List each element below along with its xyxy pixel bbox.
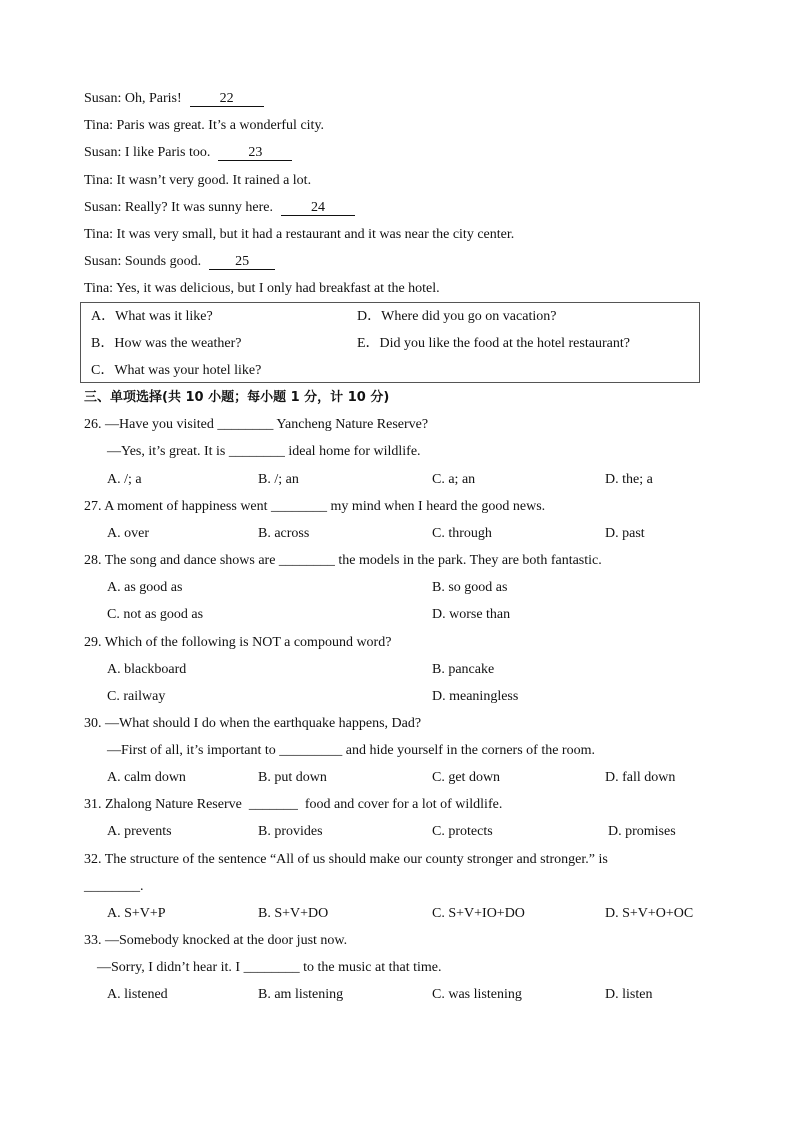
line-text: Susan: Sounds good. [84,254,202,269]
dialogue-line: Tina: It was very small, but it had a restaurant and it was near the city center. [84,227,515,242]
option[interactable]: D. the; a [605,472,653,487]
option[interactable]: B. so good as [432,580,508,595]
choice-d: D．Where did you go on vacation? [357,309,557,324]
choice-b: B．How was the weather? [91,336,242,351]
line-text: Susan: I like Paris too. [84,145,211,160]
line-text: Susan: Oh, Paris! [84,91,182,106]
question-33-line: —Sorry, I didn’t hear it. I ________ to the music at that time. [97,960,442,975]
dialogue-line [84,144,292,162]
option[interactable]: A. blackboard [107,662,187,677]
question-26-line: —Yes, it’s great. It is ________ ideal home for wildlife. [107,444,421,459]
question-33-stem: 33. —Somebody knocked at the door just now. [84,933,348,948]
blank-22[interactable]: 22 [190,91,264,107]
question-27-stem: 27. A moment of happiness went ________ my mind when I heard the good news. [84,499,546,514]
option[interactable]: C. not as good as [107,607,204,622]
question-29-stem: 29. Which of the following is NOT a compound word? [84,635,392,650]
option[interactable]: D. listen [605,987,653,1002]
dialogue-line: Tina: Paris was great. It’s a wonderful city. [84,118,325,133]
option[interactable]: C. was listening [432,987,522,1002]
option[interactable]: A. S+V+P [107,906,166,921]
option[interactable]: D. worse than [432,607,511,622]
option[interactable]: C. through [432,526,492,541]
option[interactable]: D. S+V+O+OC [605,906,694,921]
choice-c: C．What was your hotel like? [91,363,262,378]
option[interactable]: B. pancake [432,662,495,677]
option[interactable]: A. prevents [107,824,172,839]
option[interactable]: A. over [107,526,149,541]
option[interactable]: B. across [258,526,310,541]
question-32-line: ________. [84,879,144,894]
blank-24[interactable]: 24 [281,200,355,216]
option[interactable]: C. railway [107,689,166,704]
option[interactable]: A. listened [107,987,168,1002]
option[interactable]: B. provides [258,824,323,839]
option[interactable]: B. put down [258,770,327,785]
question-31-stem: 31. Zhalong Nature Reserve _______ food and cover for a lot of wildlife. [84,797,503,812]
choice-e: E．Did you like the food at the hotel restaurant? [357,336,630,351]
option[interactable]: B. /; an [258,472,299,487]
question-26-stem: 26. —Have you visited ________ Yancheng Nature Reserve? [84,417,429,432]
option[interactable]: D. promises [608,824,676,839]
blank-25[interactable]: 25 [209,254,275,270]
option[interactable]: B. am listening [258,987,344,1002]
dialogue-line [84,253,275,271]
question-30-line: —First of all, it’s important to _________ and hide yourself in the corners of the room. [107,743,595,758]
question-32-stem: 32. The structure of the sentence “All of us should make our county stronger and stronger.” is [84,852,608,867]
dialogue-line: Tina: Yes, it was delicious, but I only had breakfast at the hotel. [84,281,440,296]
option[interactable]: C. get down [432,770,501,785]
line-text: Susan: Really? It was sunny here. [84,200,273,215]
option[interactable]: A. calm down [107,770,186,785]
section-heading: 三、单项选择(共 10 小题；每小题 1 分，计 10 分) [84,390,390,405]
dialogue-line [84,199,355,217]
option[interactable]: D. fall down [605,770,676,785]
option[interactable]: C. a; an [432,472,476,487]
option[interactable]: D. past [605,526,645,541]
option[interactable]: B. S+V+DO [258,906,329,921]
option[interactable]: C. S+V+IO+DO [432,906,525,921]
dialogue-line [84,90,264,108]
question-30-stem: 30. —What should I do when the earthquake happens, Dad? [84,716,422,731]
question-28-stem: 28. The song and dance shows are ________ the models in the park. They are both fantastic. [84,553,602,568]
option[interactable]: C. protects [432,824,493,839]
blank-23[interactable]: 23 [218,145,292,161]
option[interactable]: A. as good as [107,580,183,595]
dialogue-line: Tina: It wasn’t very good. It rained a lot. [84,173,312,188]
option[interactable]: A. /; a [107,472,142,487]
choice-a: A．What was it like? [91,309,213,324]
option[interactable]: D. meaningless [432,689,519,704]
